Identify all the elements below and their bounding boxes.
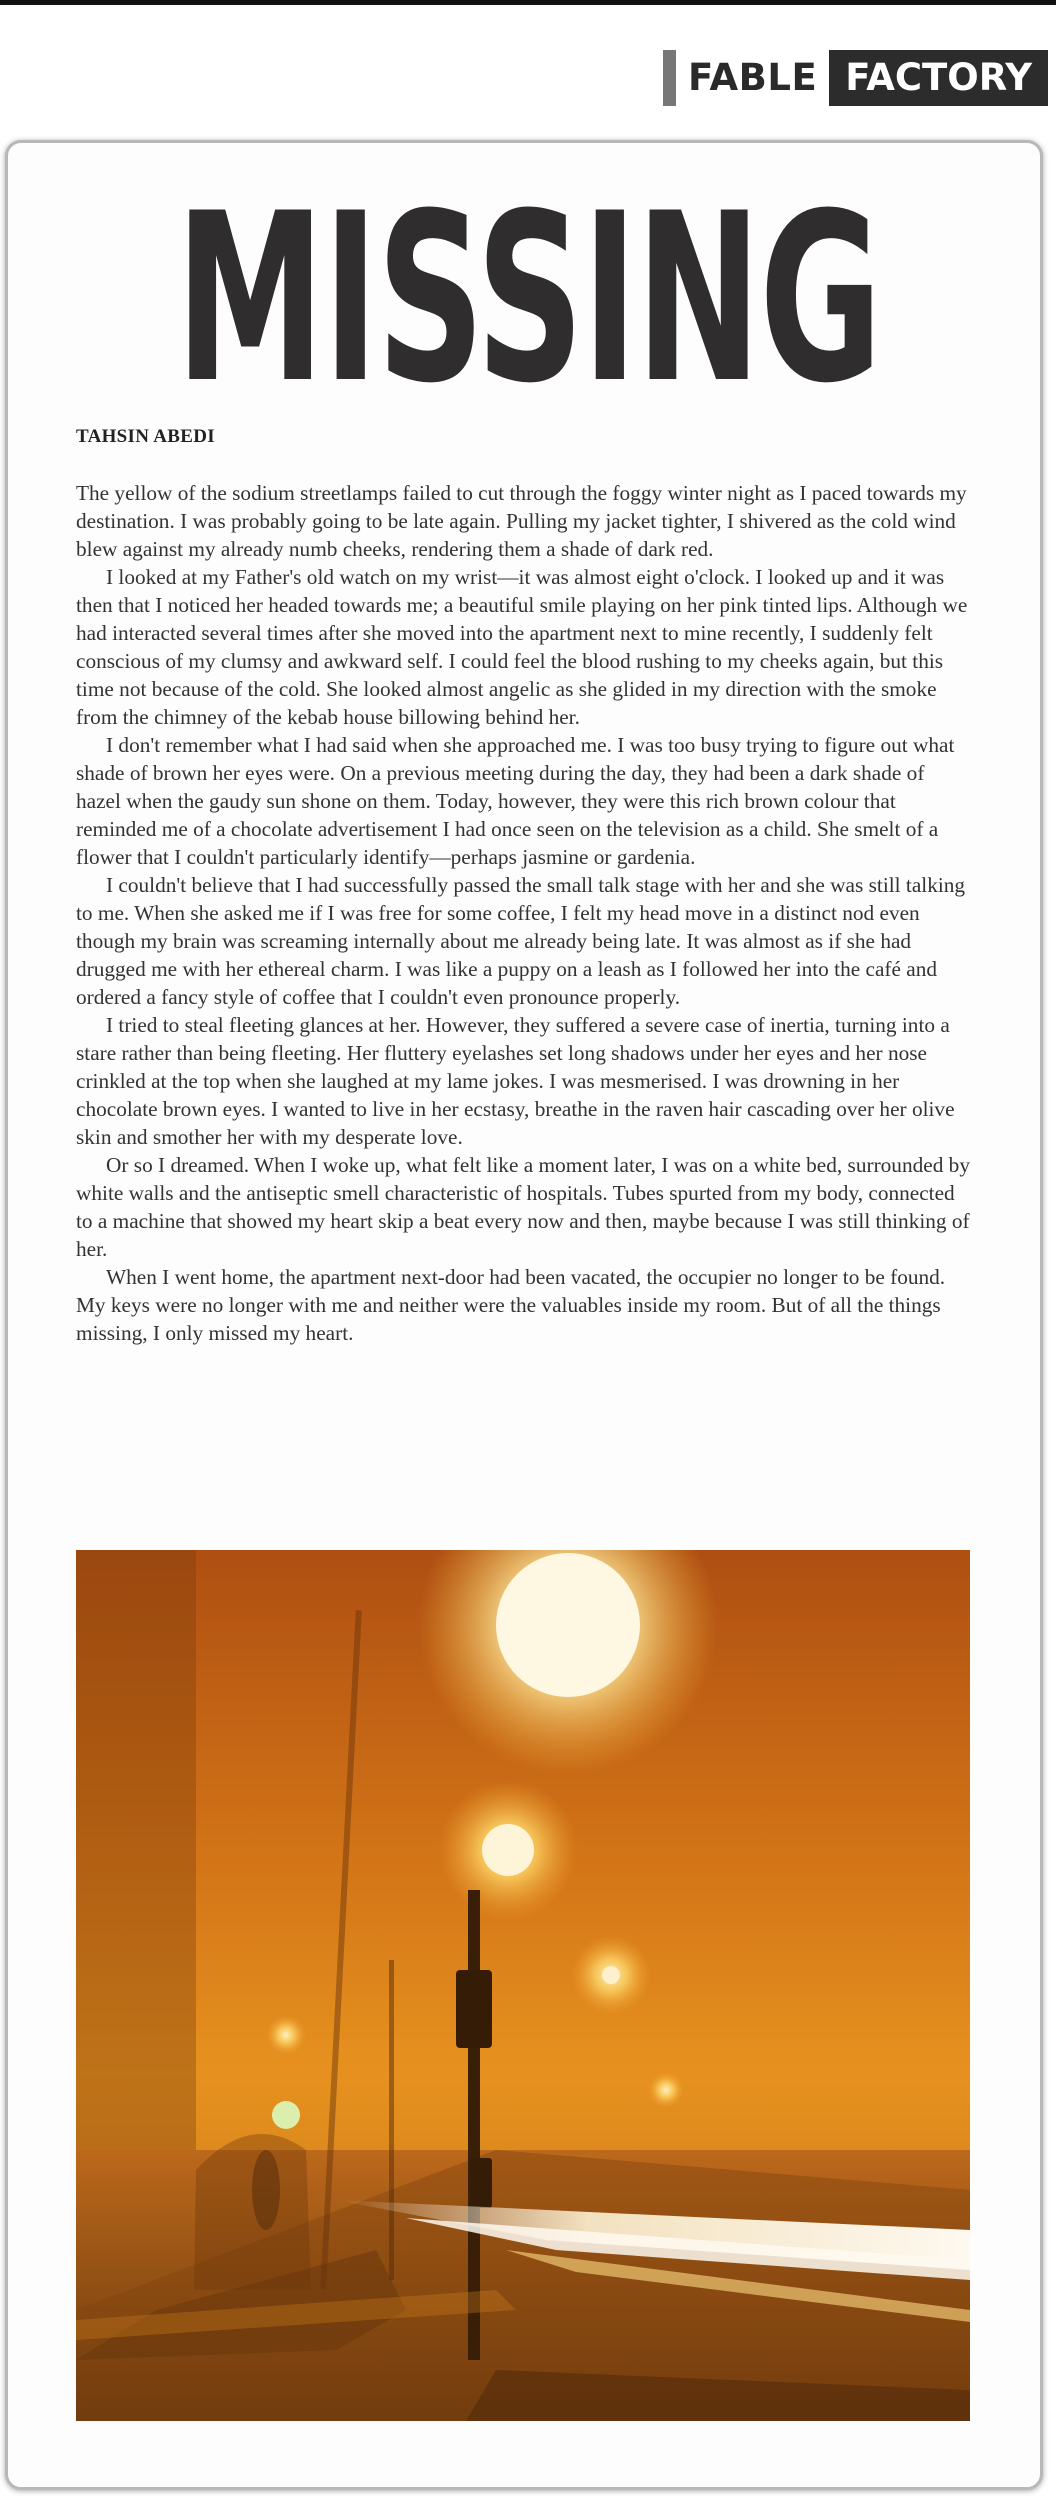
paragraph: Or so I dreamed. When I woke up, what felt like a moment later, I was on a white bed, surrounded by white walls and the antiseptic smell characteristic of hospitals. Tubes spurted from my body, connected to a machine that showed my heart skip a beat every now and then, maybe because I was still thinking of her. [76, 1153, 970, 1261]
foggy-street-photo [76, 1550, 970, 2421]
paragraph: I tried to steal fleeting glances at her. However, they suffered a severe case of inertia, turning into a stare rather than being fleeting. Her fluttery eyelashes set long shadows under her eyes and her nose crinkled at the top when she laughed at my lame jokes. I was mesmerised. I was drowning in her chocolate brown eyes. I wanted to live in her ecstasy, breathe in the raven hair cascading over her olive skin and smother her with my desperate love. [76, 1013, 955, 1149]
story-body [76, 479, 972, 1347]
brand-accent-bar [663, 50, 676, 106]
author-byline: TAHSIN ABEDI [76, 426, 215, 447]
paragraph: When I went home, the apartment next-door had been vacated, the occupier no longer to be found. My keys were no longer with me and neither were the valuables inside my room. But of all the things missing, I only missed my heart. [76, 1265, 946, 1345]
brand-word-fable: FABLE [688, 56, 818, 99]
paragraph: I couldn't believe that I had successfully passed the small talk stage with her and she was still talking to me. When she asked me if I was free for some coffee, I felt my head move in a distinct nod even though my brain was screaming internally about me already being late. It was almost as if she had drugged me with her ethereal charm. I was like a puppy on a leash as I followed her into the café and ordered a fancy style of coffee that I couldn't even pronounce properly. [76, 873, 966, 1009]
brand-word-factory: FACTORY [829, 50, 1048, 106]
paragraph: I looked at my Father's old watch on my wrist—it was almost eight o'clock. I looked up and it was then that I noticed her headed towards me; a beautiful smile playing on her pink tinted lips. Although we had interacted several times after she moved into the apartment next to mine recently, I suddenly felt conscious of my clumsy and awkward self. I could feel the blood rushing to my cheeks again, but this time not because of the cold. She looked almost angelic as she glided in my direction with the smoke from the chimney of the kebab house billowing behind her. [76, 565, 968, 729]
story-title: MISSING [175, 165, 881, 435]
section-brand [663, 50, 1048, 106]
paragraph: The yellow of the sodium streetlamps failed to cut through the foggy winter night as I paced towards my destination. I was probably going to be late again. Pulling my jacket tighter, I shivered as the cold wind blew against my already numb cheeks, rendering them a shade of dark red. [76, 481, 967, 561]
paragraph: I don't remember what I had said when she approached me. I was too busy trying to figure out what shade of brown her eyes were. On a previous meeting during the day, they had been a dark shade of hazel when the gaudy sun shone on them. Today, however, they were this rich brown colour that reminded me of a chocolate advertisement I had once seen on the television as a child. She smelt of a flower that I couldn't particularly identify—perhaps jasmine or gardenia. [76, 733, 955, 869]
top-rule [0, 0, 1056, 5]
